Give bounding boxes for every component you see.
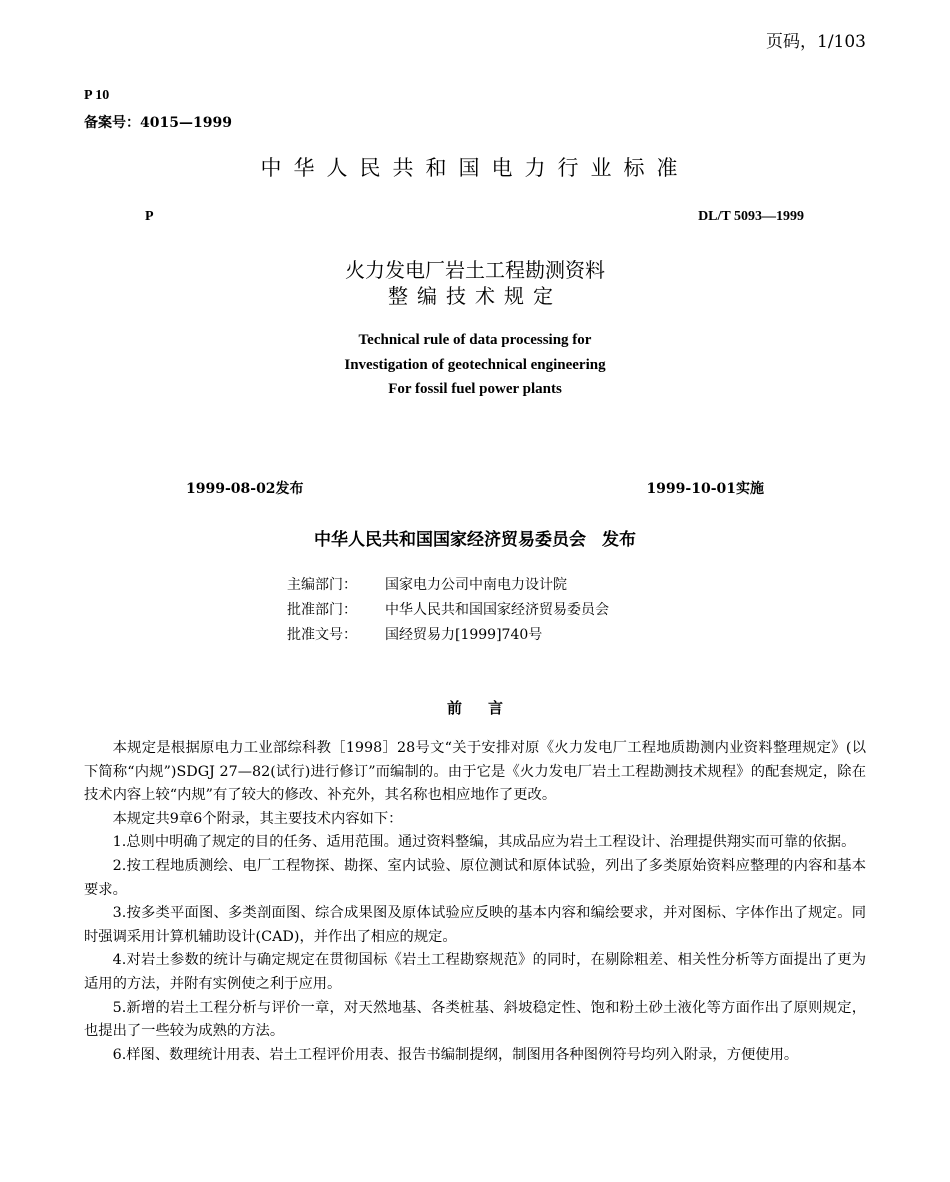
- preface-paragraph: 5.新增的岩土工程分析与评价一章，对天然地基、各类桩基、斜坡稳定性、饱和粉土砂土液化等方面作出了原则规定，也提出了一些较为成熟的方法。: [84, 999, 866, 1040]
- publisher: [0, 525, 950, 550]
- standard-category: P: [145, 209, 154, 224]
- english-title-line1: Technical rule of data processing for: [358, 332, 592, 348]
- preface-paragraph: 2.按工程地质测绘、电厂工程物探、勘探、室内试验、原位测试和原体试验，列出了多类原始资料应整理的内容和基本要求。: [84, 857, 866, 898]
- classification-code: P 10: [84, 88, 110, 103]
- standard-number: DL/T 5093—1999: [698, 209, 804, 224]
- preface-paragraph: 本规定共9章6个附录，其主要技术内容如下：: [112, 810, 403, 827]
- preface-body: [84, 737, 866, 1067]
- meta-label-approver: 批准部门：: [287, 602, 357, 618]
- meta-value-editor: 国家电力公司中南电力设计院: [385, 577, 567, 593]
- issue-date: 1999-08-02发布: [186, 481, 304, 497]
- record-number: 备案号：4015—1999: [84, 115, 232, 131]
- meta-label-editor: 主编部门：: [287, 577, 357, 593]
- meta-value-approval-no: 国经贸易力[1999]740号: [385, 627, 543, 643]
- preface-paragraph: 1.总则中明确了规定的目的任务、适用范围。通过资料整编，其成品应为岩土工程设计、治理提供翔实而可靠的依据。: [112, 834, 856, 851]
- preface-paragraph: 6.样图、数理统计用表、岩土工程评价用表、报告书编制提纲，制图用各种图例符号均列入附录，方便使用。: [112, 1046, 799, 1063]
- preface-paragraph: 本规定是根据原电力工业部综科教［1998］28号文“关于安排对原《火力发电厂工程地质勘测内业资料整理规定》(以下简称“内规”)SDGJ 27—82(试行)进行修订”而编制的。由于它是《火力发电厂岩土工程勘测技术规程》的配套规定，除在技术内容上较“内规”有了较大的修改、补充外，其名称也相应地作了更改。: [84, 740, 866, 804]
- preface-paragraph: 3.按多类平面图、多类剖面图、综合成果图及原体试验应反映的基本内容和编绘要求，并对图标、字体作出了规定。同时强调采用计算机辅助设计(CAD)，并作出了相应的规定。: [84, 905, 866, 945]
- publisher-action: 发布: [602, 530, 636, 550]
- document-title-line2: 整编技术规定: [388, 284, 562, 308]
- page-number: 页码，1/103: [766, 32, 866, 52]
- english-title-line3: For fossil fuel power plants: [388, 381, 562, 397]
- preface-title: 前言: [446, 699, 529, 717]
- meta-label-approval-no: 批准文号：: [287, 627, 357, 643]
- preface-paragraph: 4.对岩土参数的统计与确定规定在贯彻国标《岩土工程勘察规范》的同时，在剔除粗差、相关性分析等方面提出了更为适用的方法，并附有实例使之利于应用。: [84, 952, 866, 992]
- document-title-line1: 火力发电厂岩土工程勘测资料: [345, 258, 605, 282]
- meta-value-approver: 中华人民共和国国家经济贸易委员会: [385, 602, 609, 618]
- publisher-name: 中华人民共和国国家经济贸易委员会: [314, 530, 586, 550]
- implementation-date: 1999-10-01实施: [646, 481, 764, 497]
- standard-title: 中华人民共和国电力行业标准: [260, 156, 690, 180]
- english-title-line2: Investigation of geotechnical engineering: [344, 357, 606, 373]
